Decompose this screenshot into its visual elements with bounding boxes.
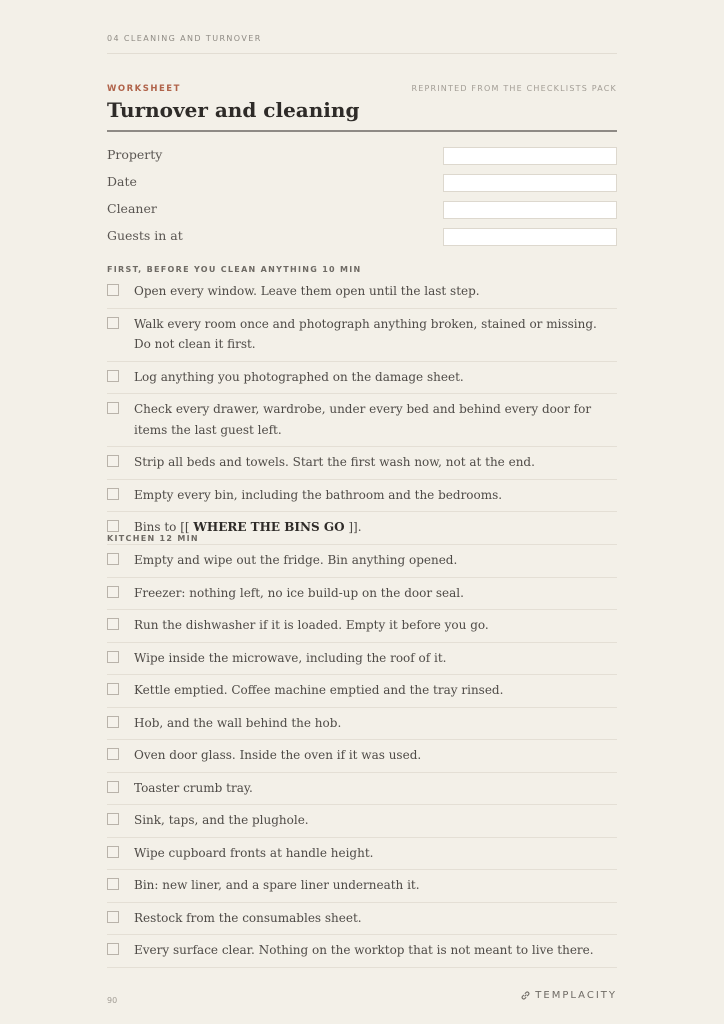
checklist-item [107, 545, 617, 578]
kicker-label: WORKSHEET [107, 84, 181, 94]
section-heading-kitchen: KITCHEN 12 MIN [107, 534, 199, 543]
checklist-item [107, 578, 617, 611]
checklist-item [107, 773, 617, 806]
brand-mark [520, 990, 617, 1001]
checklist-item [107, 480, 617, 513]
cleaner-field[interactable] [443, 201, 617, 219]
checkbox[interactable] [107, 748, 119, 760]
link-icon [520, 990, 531, 1001]
header-divider [107, 53, 617, 54]
checkbox[interactable] [107, 317, 119, 329]
field-label: Cleaner [107, 201, 157, 216]
item-text: Empty and wipe out the fridge. Bin anything opened. [134, 553, 458, 567]
checklist-item [107, 362, 617, 395]
checkbox[interactable] [107, 553, 119, 565]
item-text: Hob, and the wall behind the hob. [134, 715, 342, 730]
checkbox[interactable] [107, 370, 119, 382]
checkbox[interactable] [107, 911, 119, 923]
checkbox[interactable] [107, 586, 119, 598]
checkbox[interactable] [107, 878, 119, 890]
field-row-cleaner [107, 197, 617, 224]
checklist-item [107, 309, 617, 362]
text-before: Bins to [[ [134, 520, 194, 534]
checkbox[interactable] [107, 846, 119, 858]
page-title: Turnover and cleaning [107, 98, 360, 122]
checkbox[interactable] [107, 716, 119, 728]
field-label: Property [107, 147, 163, 162]
kicker-row [107, 84, 617, 96]
item-text: Bin: new liner, and a spare liner underneath it. [134, 878, 420, 892]
page-number: 90 [107, 996, 118, 1005]
item-text: Log anything you photographed on the damage sheet. [134, 369, 464, 384]
checkbox[interactable] [107, 488, 119, 500]
brand-name: TEMPLACITY [535, 990, 617, 1001]
item-text: Oven door glass. Inside the oven if it was used. [134, 748, 422, 762]
checkbox[interactable] [107, 520, 119, 532]
item-text: Toaster crumb tray. [134, 780, 253, 795]
item-text: Every surface clear. Nothing on the worktop that is not meant to live there. [134, 943, 594, 957]
checkbox[interactable] [107, 943, 119, 955]
section-heading-first: FIRST, BEFORE YOU CLEAN ANYTHING 10 MIN [107, 265, 362, 274]
bins-placeholder: WHERE THE BINS GO [193, 520, 345, 534]
checklist-kitchen [107, 545, 617, 968]
field-label: Date [107, 174, 137, 189]
checklist-item [107, 935, 617, 968]
checklist-first [107, 276, 617, 545]
checkbox[interactable] [107, 284, 119, 296]
checklist-item [107, 675, 617, 708]
item-text: Restock from the consumables sheet. [134, 910, 362, 925]
checkbox[interactable] [107, 455, 119, 467]
checklist-item [107, 805, 617, 838]
worksheet-page [107, 0, 617, 1024]
checkbox[interactable] [107, 651, 119, 663]
running-head: 04 CLEANING AND TURNOVER [107, 34, 262, 43]
checkbox[interactable] [107, 813, 119, 825]
guests-in-at-field[interactable] [443, 228, 617, 246]
checklist-item [107, 740, 617, 773]
checklist-item [107, 447, 617, 480]
field-row-date [107, 170, 617, 197]
item-text: Empty every bin, including the bathroom and the bedrooms. [134, 487, 503, 502]
checklist-item [107, 838, 617, 871]
checkbox[interactable] [107, 618, 119, 630]
item-text: Kettle emptied. Coffee machine emptied and the tray rinsed. [134, 683, 504, 697]
field-label: Guests in at [107, 228, 183, 243]
checklist-item [107, 276, 617, 309]
item-text: Sink, taps, and the plughole. [134, 813, 309, 827]
item-text: Freezer: nothing left, no ice build-up on the door seal. [134, 585, 464, 600]
checklist-item [107, 610, 617, 643]
checkbox[interactable] [107, 683, 119, 695]
field-row-guests-in-at [107, 224, 617, 251]
item-text: Run the dishwasher if it is loaded. Empty it before you go. [134, 618, 489, 632]
item-text: Open every window. Leave them open until the last step. [134, 284, 480, 298]
item-text: Wipe inside the microwave, including the roof of it. [134, 650, 447, 665]
checklist-item [107, 708, 617, 741]
reprint-note: REPRINTED FROM THE CHECKLISTS PACK [411, 84, 617, 93]
text-after: ]]. [344, 520, 362, 534]
item-text: Check every drawer, wardrobe, under every bed and behind every door for items the last guest left. [134, 402, 592, 437]
checklist-item [107, 903, 617, 936]
date-field[interactable] [443, 174, 617, 192]
item-text [134, 517, 617, 538]
checkbox[interactable] [107, 781, 119, 793]
checklist-item [107, 643, 617, 676]
checklist-item [107, 394, 617, 447]
item-text: Strip all beds and towels. Start the first wash now, not at the end. [134, 455, 535, 469]
item-text: Walk every room once and photograph anything broken, stained or missing. Do not clean it first. [134, 316, 597, 351]
title-divider [107, 130, 617, 132]
checkbox[interactable] [107, 402, 119, 414]
property-field[interactable] [443, 147, 617, 165]
checklist-item [107, 870, 617, 903]
field-row-property [107, 143, 617, 170]
header-fields [107, 143, 617, 251]
item-text: Wipe cupboard fronts at handle height. [134, 845, 374, 860]
